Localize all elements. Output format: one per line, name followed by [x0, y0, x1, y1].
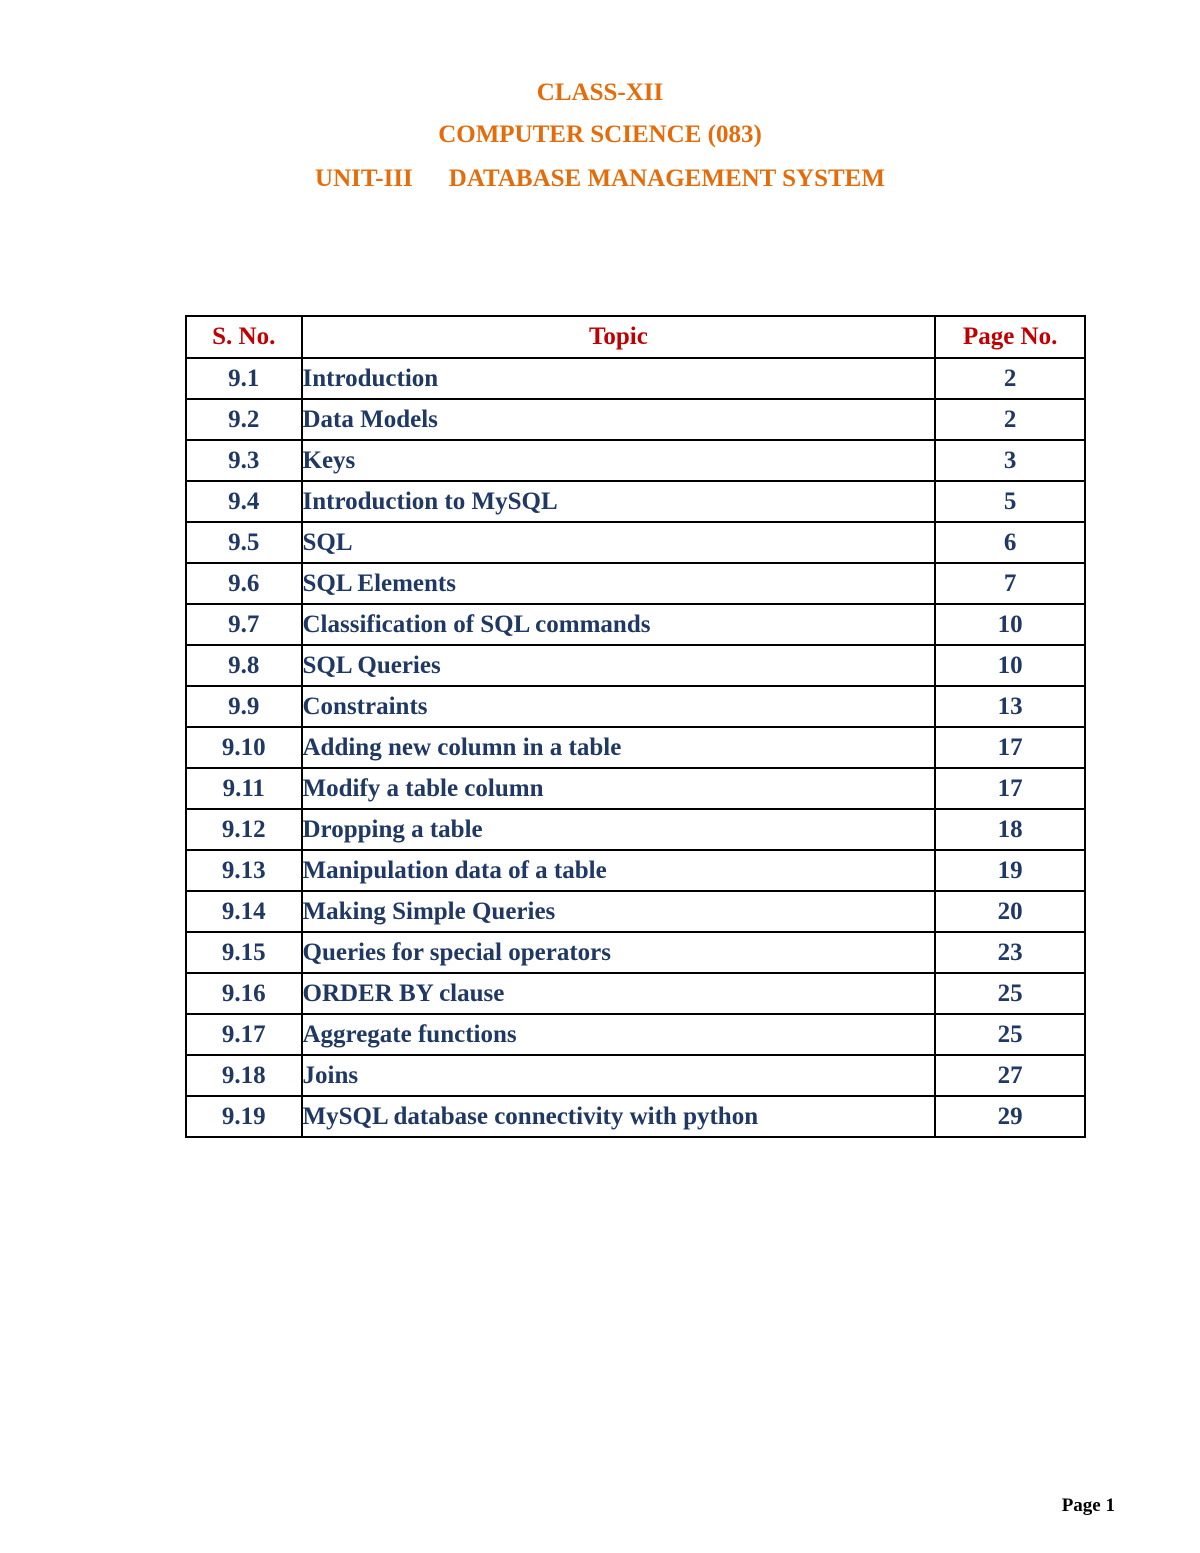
table-row	[186, 932, 1085, 973]
table-row	[186, 563, 1085, 604]
subject-title: COMPUTER SCIENCE (083)	[438, 121, 762, 148]
sno-cell: 9.9	[186, 686, 302, 727]
page-number-cell: 23	[935, 932, 1085, 973]
sno-cell: 9.10	[186, 727, 302, 768]
header-topic: Topic	[302, 316, 936, 358]
page-number-cell: 27	[935, 1055, 1085, 1096]
topic-cell: Joins	[302, 1055, 936, 1096]
topic-cell: SQL	[302, 522, 936, 563]
page-number-cell: 10	[935, 604, 1085, 645]
sno-cell: 9.19	[186, 1096, 302, 1137]
sno-cell: 9.18	[186, 1055, 302, 1096]
table-body	[186, 358, 1085, 1137]
page-number-cell: 25	[935, 1014, 1085, 1055]
topic-cell: MySQL database connectivity with python	[302, 1096, 936, 1137]
page-number: Page 1	[1061, 1495, 1115, 1516]
table-of-contents	[185, 315, 1086, 1138]
unit-title	[0, 164, 1200, 194]
table-header-row	[186, 316, 1085, 358]
page-number-cell: 7	[935, 563, 1085, 604]
table-row	[186, 973, 1085, 1014]
table-row	[186, 440, 1085, 481]
sno-cell: 9.15	[186, 932, 302, 973]
topic-cell: ORDER BY clause	[302, 973, 936, 1014]
table-row	[186, 604, 1085, 645]
table-row	[186, 1096, 1085, 1137]
table-row	[186, 1014, 1085, 1055]
table-row	[186, 399, 1085, 440]
page-number-cell: 13	[935, 686, 1085, 727]
topic-cell: Queries for special operators	[302, 932, 936, 973]
table-row	[186, 768, 1085, 809]
page-number-cell: 10	[935, 645, 1085, 686]
sno-cell: 9.5	[186, 522, 302, 563]
page-number-cell: 5	[935, 481, 1085, 522]
topic-cell: Modify a table column	[302, 768, 936, 809]
topic-cell: Adding new column in a table	[302, 727, 936, 768]
table-row	[186, 809, 1085, 850]
table-row	[186, 522, 1085, 563]
table-row	[186, 850, 1085, 891]
topic-cell: Dropping a table	[302, 809, 936, 850]
topic-cell: Constraints	[302, 686, 936, 727]
topic-cell: Data Models	[302, 399, 936, 440]
sno-cell: 9.7	[186, 604, 302, 645]
topic-cell: Manipulation data of a table	[302, 850, 936, 891]
page-number-cell: 18	[935, 809, 1085, 850]
sno-cell: 9.2	[186, 399, 302, 440]
page-number-cell: 17	[935, 768, 1085, 809]
topic-cell: SQL Elements	[302, 563, 936, 604]
sno-cell: 9.1	[186, 358, 302, 399]
table-row	[186, 686, 1085, 727]
sno-cell: 9.16	[186, 973, 302, 1014]
table-row	[186, 645, 1085, 686]
topic-cell: Introduction	[302, 358, 936, 399]
topic-cell: Keys	[302, 440, 936, 481]
unit-number: UNIT-III	[315, 165, 413, 192]
page-number-cell: 20	[935, 891, 1085, 932]
topic-cell: Classification of SQL commands	[302, 604, 936, 645]
topic-cell: SQL Queries	[302, 645, 936, 686]
table-row	[186, 481, 1085, 522]
table-row	[186, 891, 1085, 932]
header-page: Page No.	[935, 316, 1085, 358]
topic-cell: Aggregate functions	[302, 1014, 936, 1055]
sno-cell: 9.12	[186, 809, 302, 850]
page-number-cell: 2	[935, 399, 1085, 440]
unit-name: DATABASE MANAGEMENT SYSTEM	[448, 165, 885, 192]
sno-cell: 9.8	[186, 645, 302, 686]
topic-cell: Making Simple Queries	[302, 891, 936, 932]
header-sno: S. No.	[186, 316, 302, 358]
page-number-cell: 3	[935, 440, 1085, 481]
page-number-cell: 17	[935, 727, 1085, 768]
table-row	[186, 727, 1085, 768]
page-number-cell: 25	[935, 973, 1085, 1014]
sno-cell: 9.3	[186, 440, 302, 481]
table-row	[186, 1055, 1085, 1096]
sno-cell: 9.14	[186, 891, 302, 932]
page-number-cell: 2	[935, 358, 1085, 399]
sno-cell: 9.4	[186, 481, 302, 522]
topic-cell: Introduction to MySQL	[302, 481, 936, 522]
sno-cell: 9.17	[186, 1014, 302, 1055]
page-number-cell: 29	[935, 1096, 1085, 1137]
table-row	[186, 358, 1085, 399]
sno-cell: 9.11	[186, 768, 302, 809]
page-number-cell: 6	[935, 522, 1085, 563]
sno-cell: 9.13	[186, 850, 302, 891]
class-title: CLASS-XII	[536, 79, 664, 106]
page-number-cell: 19	[935, 850, 1085, 891]
sno-cell: 9.6	[186, 563, 302, 604]
